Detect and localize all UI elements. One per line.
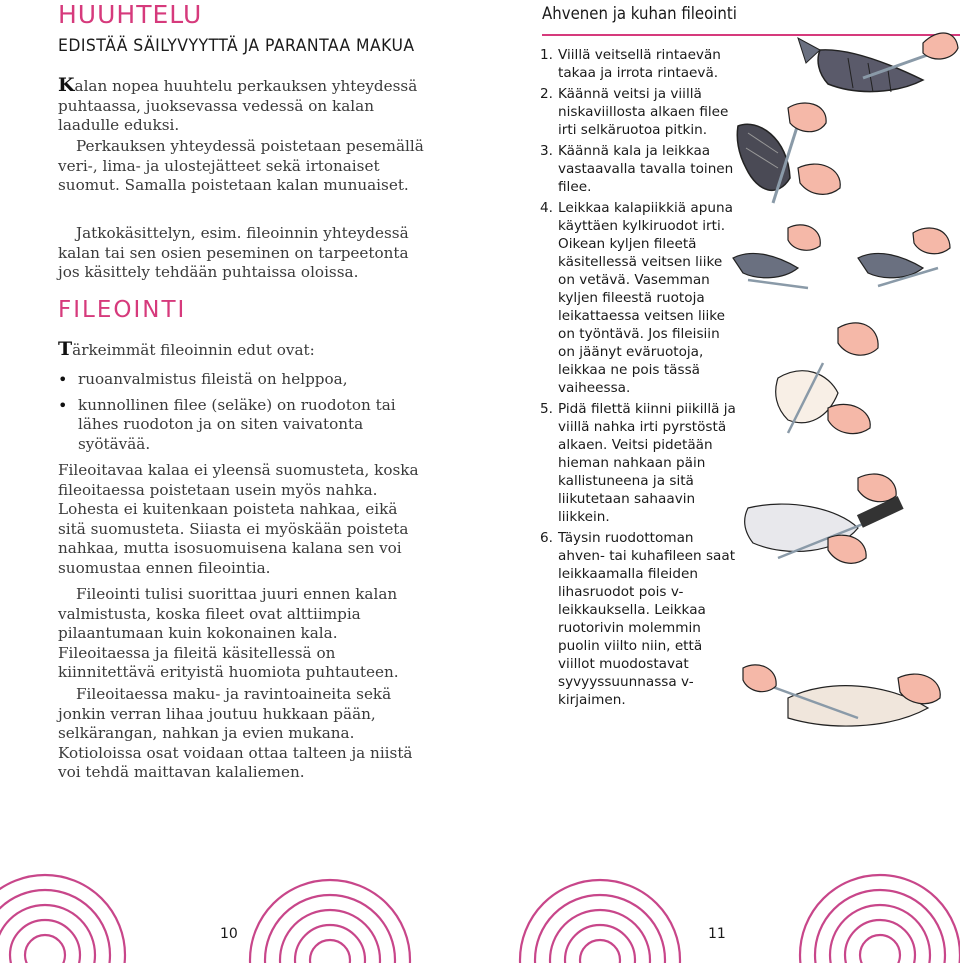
- paragraph: Jatkokäsittelyn, esim. fileoinnin yhteydessä kalan tai sen osien peseminen on tarpeetonta jos käsittely tehdään puhtaissa oloissa.: [58, 224, 409, 281]
- fish-illustration-step3: [733, 225, 950, 288]
- benefits-list: [58, 370, 428, 460]
- step-number: 5.: [540, 401, 553, 417]
- list-item: • kunnollinen filee (seläke) on ruodoton tai lähes ruodoton ja on siten vaivatonta syötävää.: [58, 396, 428, 455]
- step-number: 6.: [540, 530, 553, 546]
- fish-illustration-step5: [745, 474, 904, 563]
- step-item: [540, 142, 740, 196]
- steps-list: [540, 46, 740, 712]
- paragraph-text: ärkeimmät fileoinnin edut ovat:: [72, 341, 315, 359]
- fish-illustration-step4: [776, 323, 878, 434]
- step-text: Käännä kala ja leikkaa vastaavalla tavalla toinen filee.: [558, 143, 734, 195]
- page-title: Ahvenen ja kuhan fileointi: [542, 4, 737, 24]
- step-text: Leikkaa kalapiikkiä apuna käyttäen kylkiruodot irti. Oikean kyljen fileetä käsitellessä veitsen liike on vetävä. Vasemman kyljen fileestä ruotoja leikattaessa veitsen liike on työntävä. Jos fileisiin on jäänyt eväruotoja, leikkaa ne pois tässä vaiheessa.: [558, 200, 733, 396]
- fish-illustration-step6: [743, 665, 940, 726]
- drop-cap: K: [58, 74, 75, 96]
- step-number: 3.: [540, 143, 553, 159]
- step-text: Viillä veitsellä rintaevän takaa ja irrota rintaevä.: [558, 47, 721, 81]
- section-heading-huuhtelu: HUUHTELU: [58, 0, 203, 29]
- spiral-ornament: [520, 880, 680, 963]
- paragraph: Perkauksen yhteydessä poistetaan pesemällä veri-, lima- ja ulostejätteet sekä irtonaiset suomut. Samalla poistetaan kalan munuaiset.: [58, 137, 424, 194]
- subheading: EDISTÄÄ SÄILYVYYTTÄ JA PARANTAA MAKUA: [58, 36, 415, 56]
- list-item: • ruoanvalmistus fileistä on helppoa,: [58, 370, 428, 390]
- fish-illustration-step1: [798, 33, 958, 92]
- paragraph: Fileointi tulisi suorittaa juuri ennen kalan valmistusta, koska fileet ovat alttiimpia pilaantumaan kuin kokonainen kala. Fileoitaessa ja fileitä käsitellessä on kiinnitettävä erityistä huomiota puhtauteen.: [58, 585, 399, 681]
- step-item: [540, 529, 740, 709]
- step-number: 1.: [540, 47, 553, 63]
- step-number: 4.: [540, 200, 553, 216]
- step-number: 2.: [540, 86, 553, 102]
- decorative-spiral-border: [0, 860, 960, 963]
- drop-cap: T: [58, 338, 73, 360]
- page-number-left: 10: [220, 926, 238, 942]
- step-item: [540, 46, 740, 82]
- step-item: [540, 400, 740, 526]
- paragraph-intro: [58, 76, 428, 136]
- step-item: [540, 199, 740, 397]
- paragraph: Fileoitavaa kalaa ei yleensä suomusteta, koska fileoitaessa poistetaan usein myös nahka. Lohesta ei kuitenkaan poisteta nahkaa, eikä sitä suomusteta. Siiasta ei myöskään poisteta nahkaa, mutta isosuomuisena kalana sen voi suomustaa ennen fileointia.: [58, 461, 419, 577]
- step-text: Täysin ruodottoman ahven- tai kuhafileen saat leikkaamalla fileiden lihasruodot pois v-leikkauksella. Leikkaa ruotorivin molemmin puolin viilto niin, että viillot muodostavat syvyyssuunnassa v-kirjaimen.: [558, 530, 736, 708]
- paragraph: Fileoitaessa maku- ja ravintoaineita sekä jonkin verran lihaa joutuu hukkaan pään, selkärangan, nahkan ja evien mukana. Kotioloissa osat voidaan ottaa talteen ja niistä voi tehdä maittavan kalaliemen.: [58, 685, 413, 781]
- step-text: Pidä filettä kiinni piikillä ja viillä nahka irti pyrstöstä alkaen. Veitsi pidetään hieman nahkaan päin kallistuneena ja sitä liikutetaan sahaavin liikkein.: [558, 401, 736, 525]
- spiral-ornament: [250, 880, 410, 963]
- step-text: Käännä veitsi ja viillä niskaviillosta alkaen filee irti selkäruotoa pitkin.: [558, 86, 729, 138]
- paragraph-text: alan nopea huuhtelu perkauksen yhteydessä puhtaassa, juoksevassa vedessä on kalan laadulle eduksi.: [58, 77, 418, 134]
- paragraph-lead: [58, 340, 428, 361]
- fish-illustration-step2: [737, 103, 840, 203]
- spiral-ornament: [800, 875, 960, 963]
- spiral-ornament: [0, 875, 125, 963]
- section-heading-fileointi: FILEOINTI: [58, 297, 187, 323]
- step-item: [540, 85, 740, 139]
- page-number-right: 11: [708, 926, 726, 942]
- filleting-illustrations: [728, 18, 960, 748]
